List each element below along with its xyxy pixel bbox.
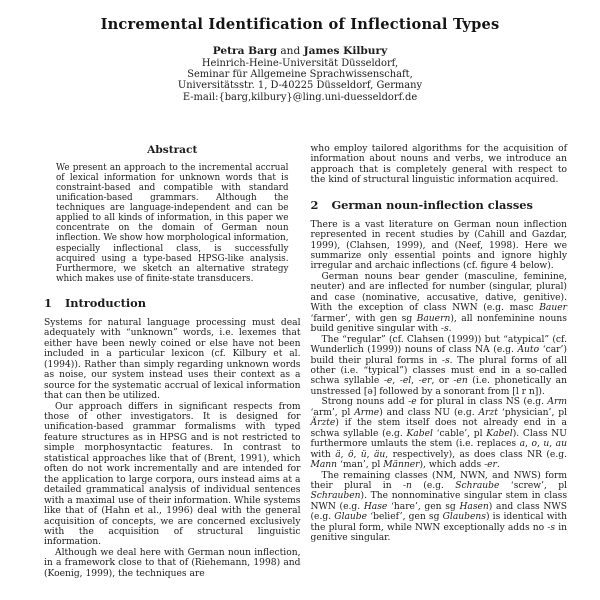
paragraph: German nouns bear gender (masculine, feminine, neuter) and are inflected for number (singular, plural) and case (nominative, accusative, dative, genitive). With the exception of class NWN (e.g. masc Bauer ‘farmer’, with gen sg Bauern), all nonfeminine nouns build genitive singular with -s. <box>310 271 567 335</box>
paragraph: Although we deal here with German noun inflection, in a framework close to that of (Riehemann, 1998) and (Koenig, 1999), the techniques are <box>44 547 301 579</box>
section-title: German noun-inflection classes <box>331 197 533 212</box>
column-right <box>311 144 568 579</box>
author-name-2: James Kilbury <box>303 45 388 57</box>
section-title: Introduction <box>64 295 147 310</box>
paragraph: Strong nouns add -e for plural in class NS (e.g. Arm ‘arm’, pl Arme) and class NU (e.g. Arzt ‘physician’, pl Ärzte) if the stem itself does not already end in a schwa syllable (e.g. Kabel ‘cable’, pl Kabel). Class NU furthermore umlauts the stem (i.e. replaces a, o, u, au with ä, ö, ü, äu, respectively), as does class NR (e.g. Mann ‘man’, pl Männer), which adds -er. <box>310 397 567 471</box>
two-column-body <box>44 144 567 579</box>
paper-header <box>0 0 600 103</box>
affiliation-line-2: Seminar für Allgemeine Sprachwissenschaft, <box>187 69 413 81</box>
paragraph: The remaining classes (NM, NWN, and NWS) form their plural in -n (e.g. Schraube ‘screw’, pl Schrauben). The nonnominative singular stem in class NWN (e.g. Hase ‘hare’, gen sg Hasen) and class NWS (e.g. Glaube ‘belief’, gen sg Glaubens) is identical with the plural form, while NWN exceptionally adds no -s in genitive singular. <box>310 470 567 544</box>
section-heading-1 <box>44 296 301 310</box>
section-number: 1 <box>44 295 52 310</box>
author-separator: and <box>277 45 304 57</box>
section-number: 2 <box>310 197 319 212</box>
paragraph: There is a vast literature on German noun inflection represented in recent studies by (Cahill and Gazdar, 1999), (Clahsen, 1999), and (Neef, 1998). Here we summarize only essential points and ignore highly irregular and archaic inflections (cf. figure 4 below). <box>310 219 567 272</box>
abstract-text: We present an approach to the incremental accrual of lexical information for unknown words that is constraint-based and compatible with standard unification-based grammars. Although the techniques are language-independent and can be applied to all kinds of information, in this paper we concentrate on the domain of German noun inflection. We show how morphological information, especially inflectional class, is successfully acquired using a type-based HPSG-like analysis. Furthermore, we sketch an alternative strategy which makes use of finite-state transducers. <box>56 162 289 284</box>
paragraph: who employ tailored algorithms for the acquisition of information about nouns and verbs, we introduce an approach that is completely general with respect to the kind of structural linguistic information acquired. <box>310 143 567 186</box>
affiliation-block <box>0 58 600 103</box>
email-line: E-mail:{barg,kilbury}@ling.uni-duesseldorf.de <box>182 91 418 103</box>
affiliation-line-1: Heinrich-Heine-Universität Düsseldorf, <box>201 58 399 69</box>
abstract-heading: Abstract <box>147 143 198 156</box>
paper-title: Incremental Identification of Inflectional Types <box>100 16 500 33</box>
paragraph: Systems for natural language processing must deal adequately with “unknown” words, i.e. lexemes that either have been newly coined or else have not been included in a particular lexicon (cf. Kilbury et al. (1994)). Rather than simply regarding unknown words as noise, our system instead uses their context as a source for the systematic accrual of lexical information that can then be utilized. <box>44 317 301 402</box>
paragraph: The “regular” (cf. Clahsen (1999)) but “atypical” (cf. Wunderlich (1999)) nouns of class NA (e.g. Auto ‘car’) build their plural forms in -s. The plural forms of all other (i.e. “typical”) classes must end in a so-called schwa syllable -e, -el, -er, or -en (i.e. phonetically an unstressed [ə] followed by a sonorant from [l r n]). <box>310 334 567 397</box>
authors-line <box>0 45 600 57</box>
affiliation-line-3: Universitätsstr. 1, D-40225 Düsseldorf, Germany <box>177 80 423 92</box>
column-left <box>44 144 301 579</box>
section-heading-2 <box>311 198 568 212</box>
paragraph: Our approach differs in significant respects from those of other investigators. It is designed for unification-based grammar formalisms with typed feature structures as in HPSG and is not restricted to simple morphosyntactic features. In contrast to statistical approaches like that of (Brent, 1991), which often do not work incrementally and are intended for the application to large corpora, ours instead aims at a detailed grammatical analysis of individual sentences with a maximal use of their information. While systems like that of (Hahn et al., 1996) deal with the general acquisition of concepts, we are concerned exclusively with the acquisition of structural linguistic information. <box>44 401 301 548</box>
author-name-1: Petra Barg <box>212 45 277 57</box>
